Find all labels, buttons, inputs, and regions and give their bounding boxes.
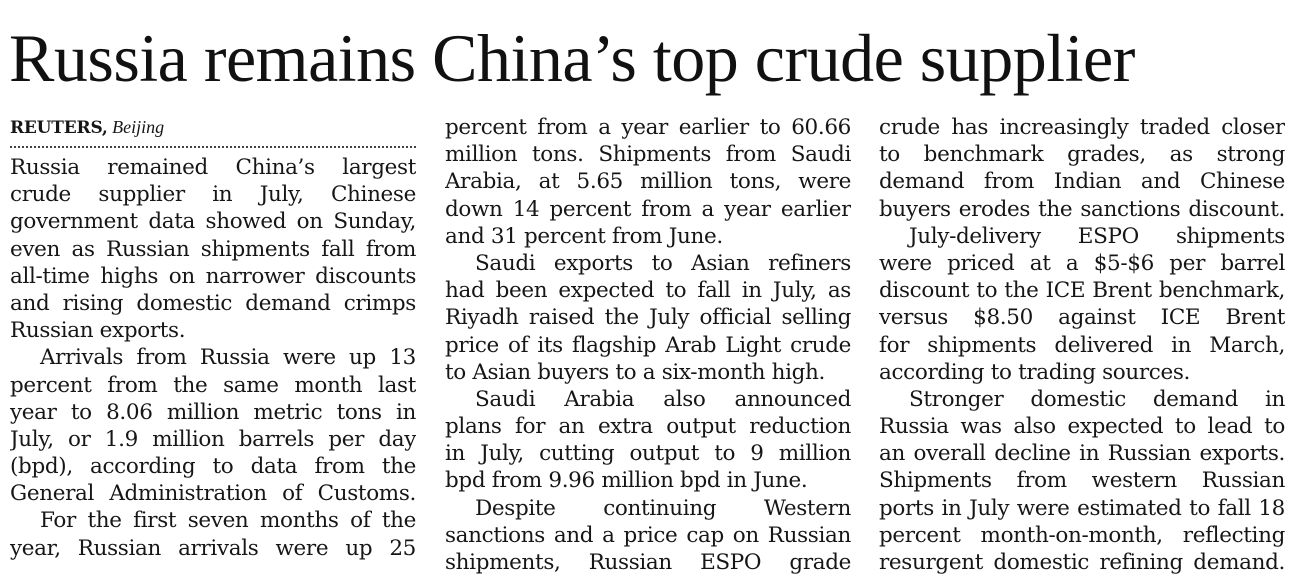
body-text-line: bpd from 9.96 million bpd in June.: [445, 468, 808, 494]
body-text-line: Shipments from western Russian: [879, 468, 1285, 494]
body-text-line: to Asian buyers to a six-month high.: [445, 359, 826, 385]
body-text-line: Stronger domestic demand in: [909, 386, 1285, 412]
body-text-line: shipments, Russian ESPO grade: [445, 550, 851, 575]
body-text-line: in July, cutting output to 9 million: [445, 441, 851, 467]
body-text-line: plans for an extra output reduction: [445, 414, 851, 440]
body-text-line: for shipments delivered in March,: [879, 332, 1285, 358]
byline-place: Beijing: [107, 117, 165, 137]
body-text-line: Russian exports.: [10, 318, 186, 344]
body-text-line: year, Russian arrivals were up 25: [10, 535, 416, 561]
body-text-line: crude has increasingly traded closer: [879, 115, 1285, 140]
body-text-line: million tons. Shipments from Saudi: [445, 142, 851, 168]
body-text-line: percent from a year earlier to 60.66: [445, 115, 851, 140]
byline-divider: [10, 146, 416, 148]
body-text-line: General Administration of Customs.: [10, 481, 416, 507]
byline: [10, 114, 416, 141]
article-column-1: [10, 114, 416, 562]
body-text-line: were priced at a $5-$6 per barrel: [879, 250, 1285, 276]
body-text-line: (bpd), according to data from the: [10, 454, 416, 480]
body-text-line: July-delivery ESPO shipments: [909, 223, 1285, 249]
body-text-line: according to trading sources.: [879, 359, 1191, 385]
body-text-line: Russia remained China’s largest: [10, 155, 416, 180]
article-column-2: [445, 114, 851, 576]
article-headline: Russia remains China’s top crude supplier: [9, 20, 1135, 96]
body-text-line: down 14 percent from a year earlier: [445, 196, 851, 222]
article-column-3: [879, 114, 1285, 576]
body-text-line: ports in July were estimated to fall 18: [879, 495, 1285, 521]
body-text-line: percent from the same month last: [10, 372, 416, 398]
body-text-line: percent month-on-month, reflecting: [879, 522, 1285, 548]
body-text-line: July, or 1.9 million barrels per day: [10, 426, 416, 452]
body-text-line: Saudi exports to Asian refiners: [475, 250, 851, 276]
body-text-line: sanctions and a price cap on Russian: [445, 522, 851, 548]
body-text-line: Arrivals from Russia were up 13: [40, 345, 416, 371]
body-text-line: versus $8.50 against ICE Brent: [879, 305, 1285, 331]
body-text-line: Saudi Arabia also announced: [475, 386, 851, 412]
body-text-line: an overall decline in Russian exports.: [879, 441, 1285, 467]
byline-agency: REUTERS,: [10, 118, 108, 138]
body-text-line: crude supplier in July, Chinese: [10, 182, 416, 208]
body-text-line: all-time highs on narrower discounts: [10, 263, 416, 289]
body-text-line: resurgent domestic refining demand.: [879, 550, 1285, 575]
body-text-line: Russia was also expected to lead to: [879, 414, 1285, 440]
body-text-line: buyers erodes the sanctions discount.: [879, 196, 1285, 222]
body-text-line: price of its flagship Arab Light crude: [445, 332, 851, 358]
body-text-line: For the first seven months of the: [40, 508, 416, 534]
body-text-line: had been expected to fall in July, as: [445, 278, 851, 304]
body-text-line: even as Russian shipments fall from: [10, 236, 416, 262]
body-text-line: Riyadh raised the July official selling: [445, 305, 851, 331]
body-text-line: demand from Indian and Chinese: [879, 169, 1285, 195]
body-text-line: Arabia, at 5.65 million tons, were: [445, 169, 851, 195]
body-text-line: discount to the ICE Brent benchmark,: [879, 278, 1285, 304]
body-text-line: Despite continuing Western: [475, 495, 851, 521]
body-text-line: year to 8.06 million metric tons in: [10, 399, 416, 425]
body-text-line: to benchmark grades, as strong: [879, 142, 1285, 168]
body-text-line: and 31 percent from June.: [445, 223, 723, 249]
body-text-line: and rising domestic demand crimps: [10, 290, 416, 316]
body-text-line: government data showed on Sunday,: [10, 209, 416, 235]
